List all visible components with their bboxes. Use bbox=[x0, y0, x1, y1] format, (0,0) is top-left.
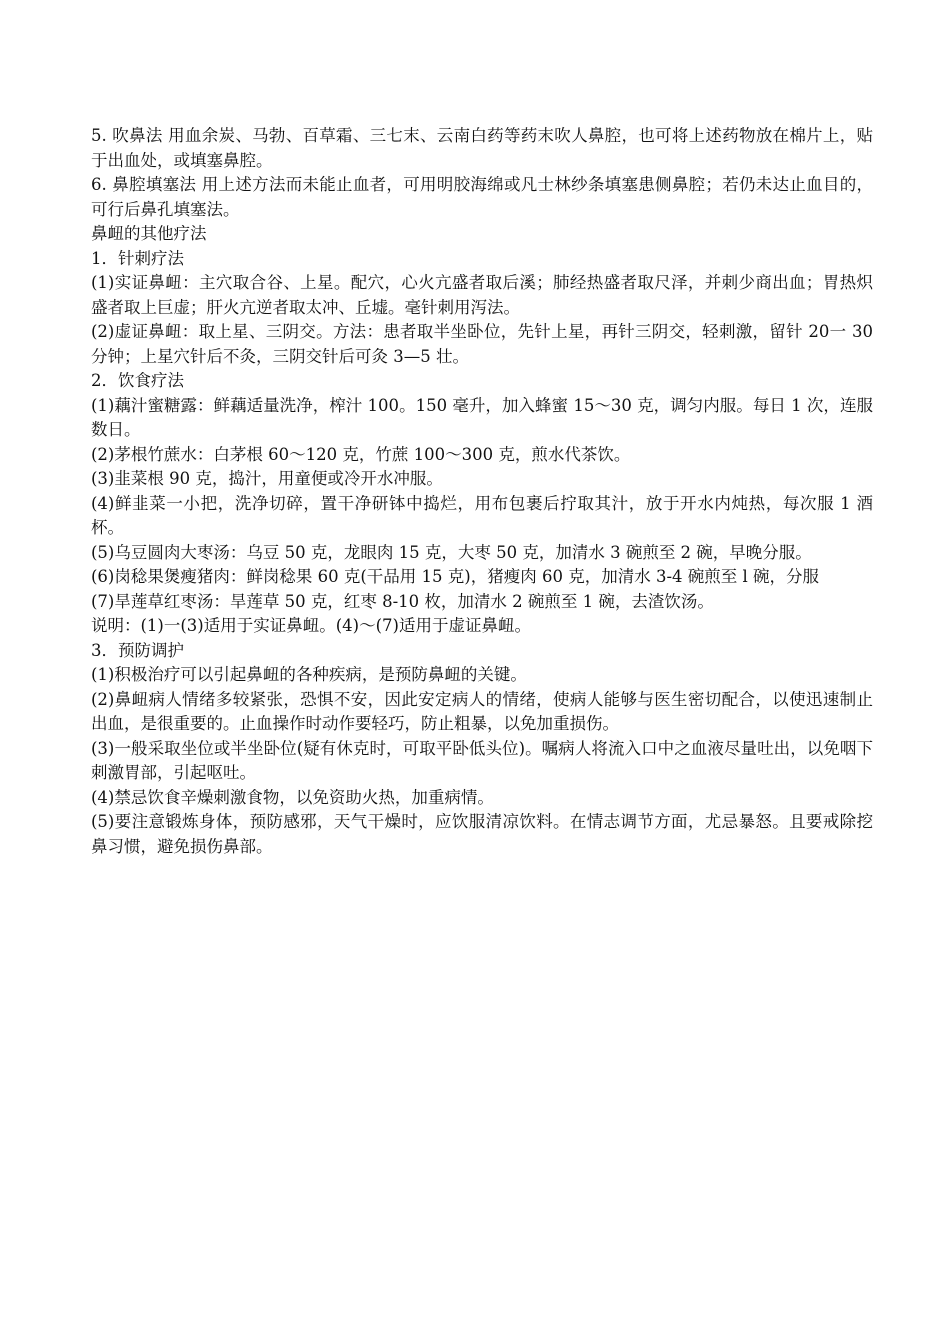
section-heading-other-therapies: 鼻衄的其他疗法 bbox=[91, 224, 207, 243]
paragraph-diet-note: 说明：(1)一(3)适用于实证鼻衄。(4)～(7)适用于虚证鼻衄。 bbox=[91, 616, 531, 635]
subheading-acupuncture: 1．针刺疗法 bbox=[91, 248, 184, 268]
list-item-prevention-1: (1)积极治疗可以引起鼻衄的各种疾病，是预防鼻衄的关键。 bbox=[91, 665, 527, 684]
list-item-prevention-2: (2)鼻衄病人情绪多较紧张，恐惧不安，因此安定病人的情绪，使病人能够与医生密切配合，以使迅速制止出血，是很重要的。止血操作时动作要轻巧，防止粗暴，以免加重损伤。 bbox=[91, 689, 873, 733]
paragraph-nasal-packing-method: 6. 鼻腔填塞法 用上述方法而未能止血者，可用明胶海绵或凡士林纱条填塞患侧鼻腔；若仍未达止血目的，可行后鼻孔填塞法。 bbox=[91, 175, 873, 219]
list-item-diet-6: (6)岗稔果煲瘦猪肉：鲜岗稔果 60 克(干品用 15 克)，猪瘦肉 60 克，加清水 3-4 碗煎至 l 碗，分服 bbox=[91, 567, 820, 586]
list-item-prevention-5: (5)要注意锻炼身体，预防感邪，天气干燥时，应饮服清凉饮料。在情志调节方面，尤忌暴怒。且要戒除挖鼻习惯，避免损伤鼻部。 bbox=[91, 812, 873, 856]
subheading-diet-therapy: 2．饮食疗法 bbox=[91, 371, 184, 390]
list-item-diet-2: (2)茅根竹蔗水：白茅根 60～120 克，竹蔗 100～300 克，煎水代茶饮。 bbox=[91, 444, 631, 464]
list-item-prevention-3: (3)一般采取坐位或半坐卧位(疑有休克时，可取平卧低头位)。嘱病人将流入口中之血液尽量吐出，以免咽下刺激胃部，引起呕吐。 bbox=[91, 738, 873, 782]
list-item-diet-7: (7)旱莲草红枣汤：旱莲草 50 克，红枣 8-10 枚，加清水 2 碗煎至 1 碗，去渣饮汤。 bbox=[91, 591, 714, 611]
document-page bbox=[91, 124, 873, 859]
list-item-diet-1: (1)藕汁蜜糖露：鲜藕适量洗净，榨汁 100。150 毫升，加入蜂蜜 15～30 克，调匀内服。每日 1 次，连服数日。 bbox=[91, 395, 873, 439]
paragraph-blow-nose-method: 5. 吹鼻法 用血余炭、马勃、百草霜、三七末、云南白药等药末吹人鼻腔，也可将上述药物放在棉片上，贴于出血处，或填塞鼻腔。 bbox=[91, 126, 873, 170]
subheading-prevention-care: 3．预防调护 bbox=[91, 640, 184, 660]
list-item-prevention-4: (4)禁忌饮食辛燥刺激食物，以免资助火热，加重病情。 bbox=[91, 787, 494, 807]
paragraph-deficiency-syndrome: (2)虚证鼻衄：取上星、三阴交。方法：患者取半坐卧位，先针上星，再针三阴交，轻刺激，留针 20一 30 分钟；上星穴针后不灸，三阴交针后可灸 3—5 壮。 bbox=[91, 322, 873, 366]
list-item-diet-5: (5)乌豆圆肉大枣汤：乌豆 50 克，龙眼肉 15 克，大枣 50 克，加清水 3 碗煎至 2 碗，早晚分服。 bbox=[91, 542, 812, 562]
list-item-diet-4: (4)鲜韭菜一小把，洗净切碎，置干净研钵中捣烂，用布包裹后拧取其汁，放于开水内炖热，每次服 1 酒杯。 bbox=[91, 493, 873, 537]
list-item-diet-3: (3)韭菜根 90 克，捣汁，用童便或冷开水冲服。 bbox=[91, 469, 443, 488]
paragraph-excess-syndrome: (1)实证鼻衄：主穴取合谷、上星。配穴，心火亢盛者取后溪；肺经热盛者取尺泽，并刺少商出血；胃热炽盛者取上巨虚；肝火亢逆者取太冲、丘墟。毫针刺用泻法。 bbox=[91, 273, 873, 317]
